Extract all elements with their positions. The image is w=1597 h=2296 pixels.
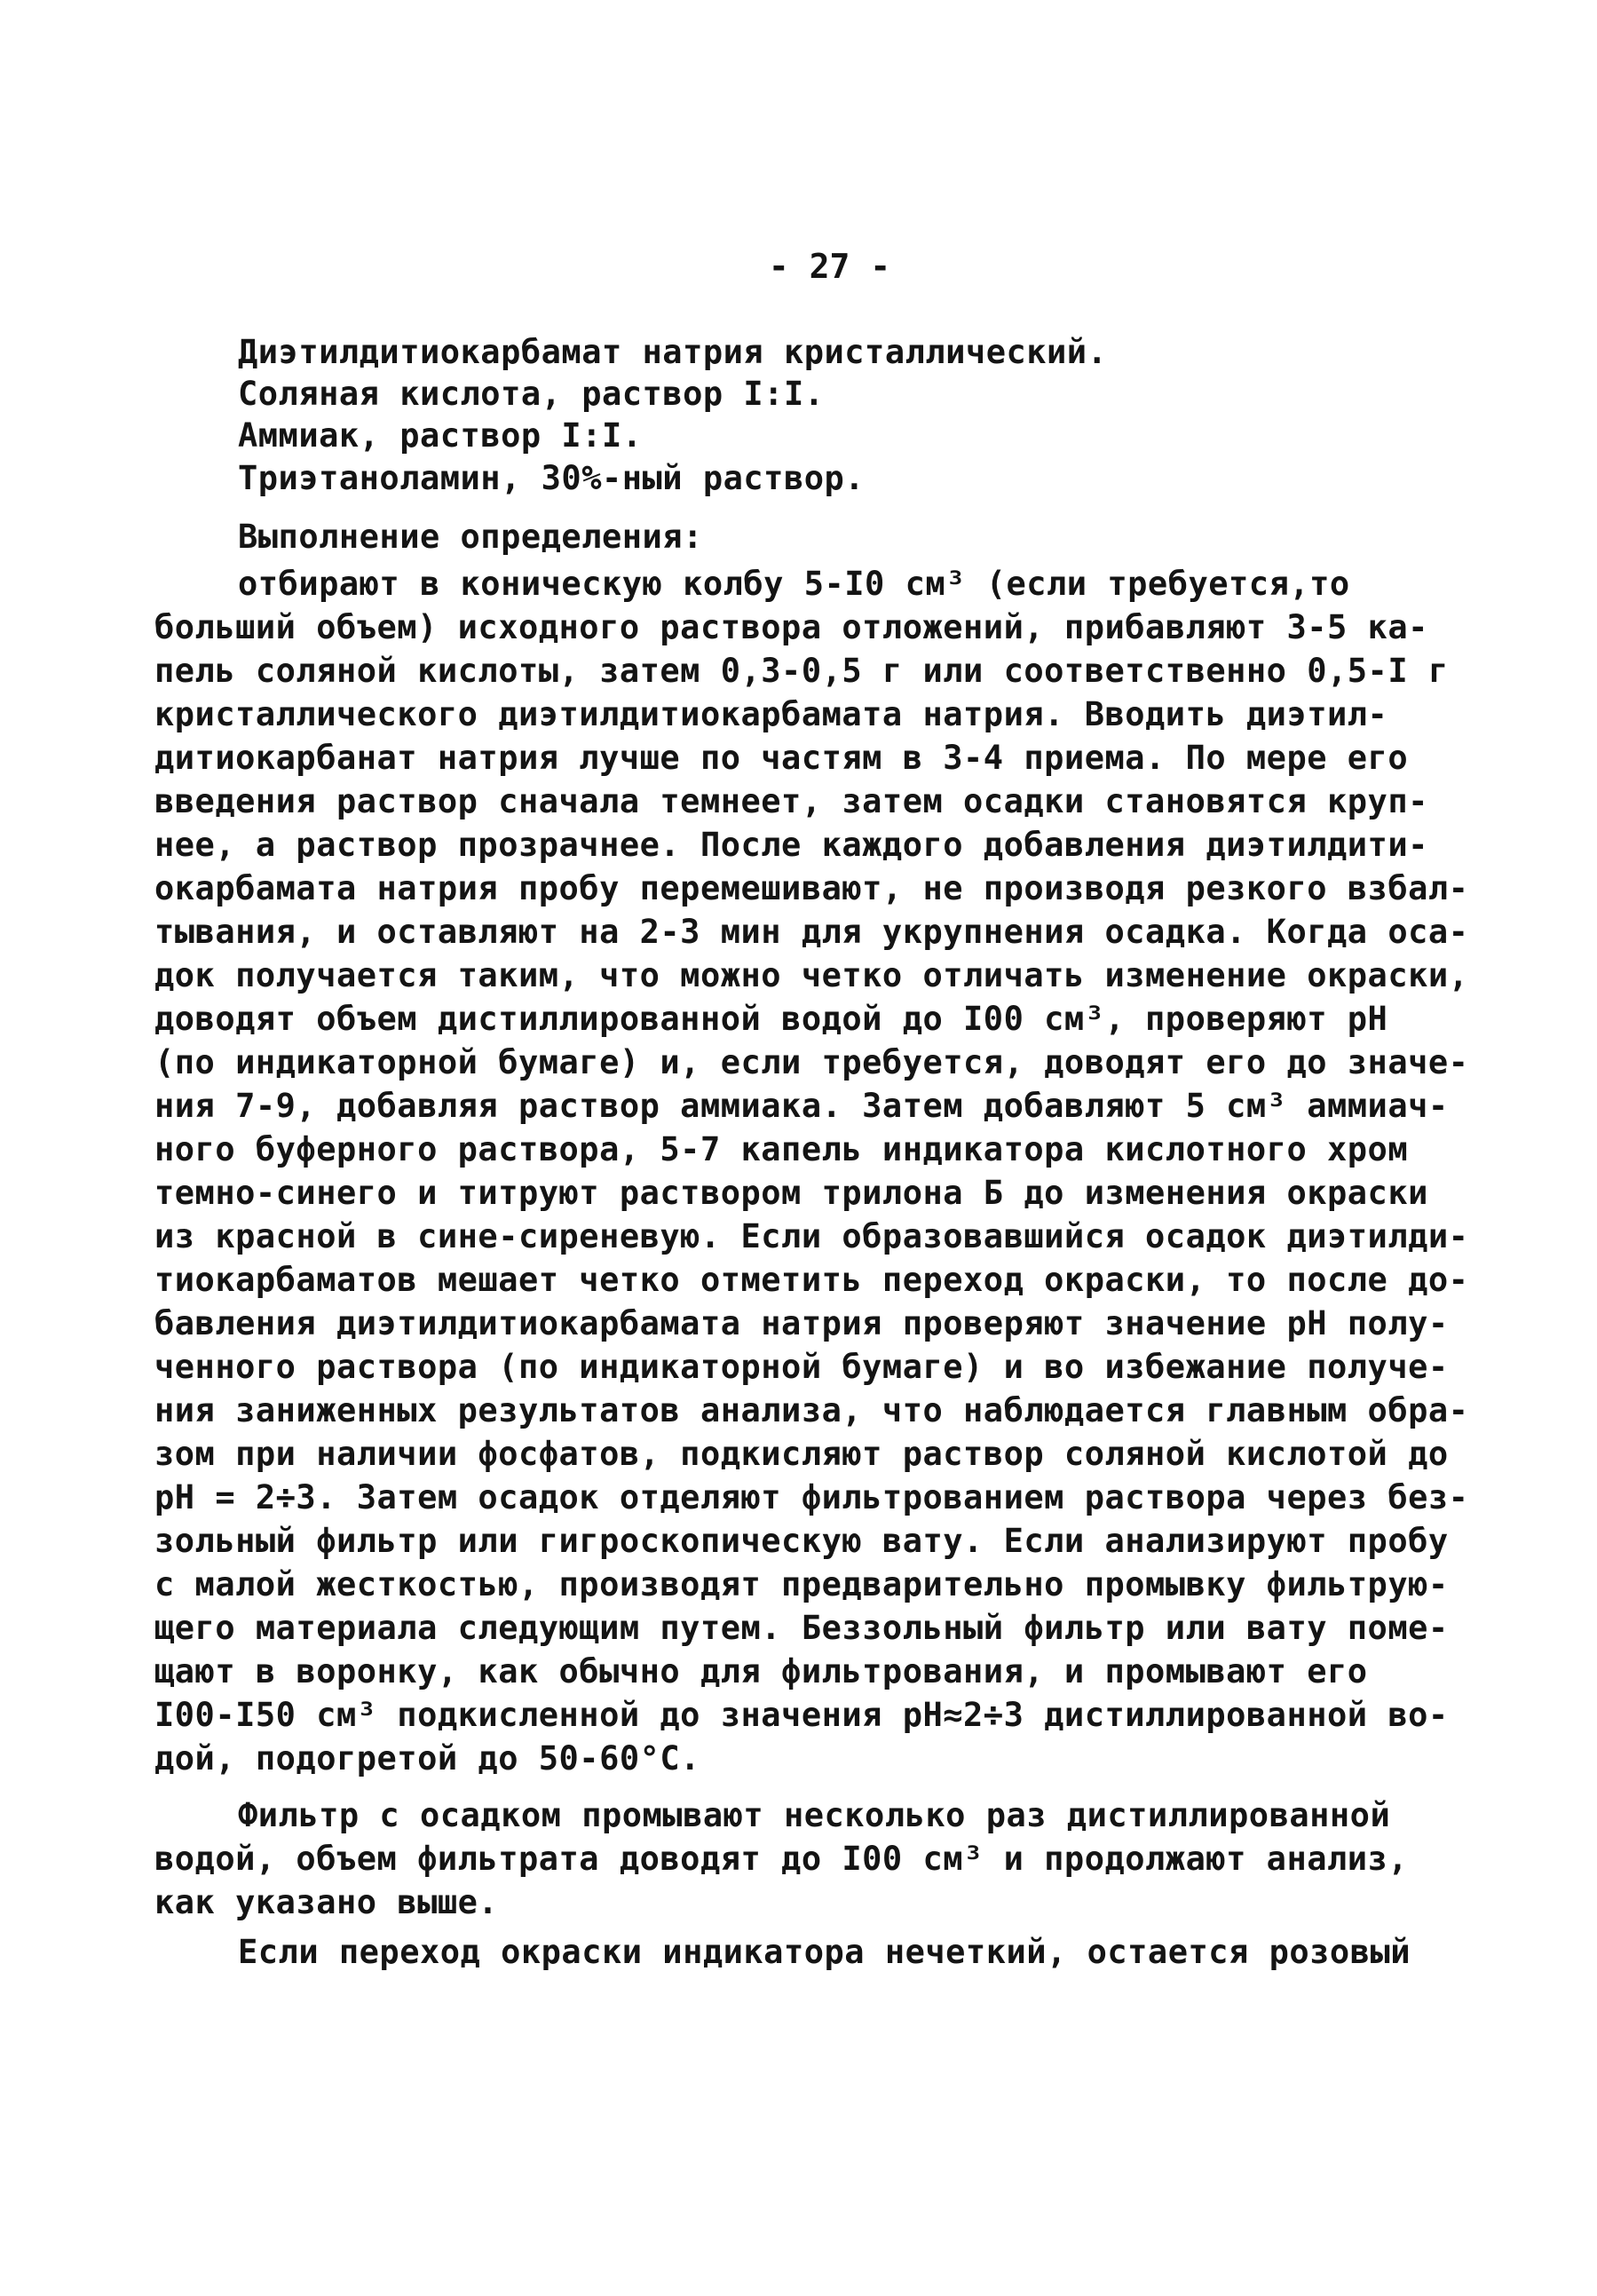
paragraph-line: пель соляной кислоты, затем 0,3-0,5 г или соответственно 0,5-I г <box>154 652 1449 690</box>
paragraph-line: щего материала следующим путем. Беззольный фильтр или вату поме- <box>154 1609 1449 1647</box>
paragraph-line: бавления диэтилдитиокарбамата натрия проверяют значение рН полу- <box>154 1304 1449 1342</box>
paragraph-line: зольный фильтр или гигроскопическую вату. Если анализируют пробу <box>154 1522 1449 1560</box>
paragraph-line: ния заниженных результатов анализа, что наблюдается главным обра- <box>154 1391 1469 1429</box>
paragraph-line: Если переход окраски индикатора нечеткий, остается розовый <box>238 1933 1411 1971</box>
paragraph-line: окарбамата натрия пробу перемешивают, не производя резкого взбал- <box>154 869 1469 907</box>
section-title: Выполнение определения: <box>238 518 703 556</box>
paragraph-line: нее, а раствор прозрачнее. После каждого добавления диэтилдити- <box>154 826 1428 864</box>
reagent-line: Аммиак, раствор I:I. <box>238 416 643 455</box>
paragraph-line: ния 7-9, добавляя раствор аммиака. Затем добавляют 5 см³ аммиач- <box>154 1087 1449 1125</box>
paragraph-line: ного буферного раствора, 5-7 капель индикатора кислотного хром <box>154 1130 1409 1168</box>
paragraph-line: из красной в сине-сиреневую. Если образовавшийся осадок диэтилди- <box>154 1217 1469 1255</box>
paragraph-line: дитиокарбанат натрия лучше по частям в 3-4 приема. По мере его <box>154 739 1409 777</box>
page-number: - 27 - <box>768 247 891 286</box>
reagent-line: Соляная кислота, раствор I:I. <box>238 375 825 413</box>
paragraph-line: кристаллического диэтилдитиокарбамата натрия. Вводить диэтил- <box>154 695 1388 733</box>
paragraph-line: водой, объем фильтрата доводят до I00 см³ и продолжают анализ, <box>154 1840 1409 1878</box>
paragraph-line: (по индикаторной бумаге) и, если требуется, доводят его до значе- <box>154 1043 1469 1081</box>
paragraph-line: с малой жесткостью, производят предварительно промывку фильтрую- <box>154 1565 1449 1603</box>
paragraph-line: Фильтр с осадком промывают несколько раз дистиллированной <box>238 1796 1391 1834</box>
paragraph-line: введения раствор сначала темнеет, затем осадки становятся круп- <box>154 782 1428 820</box>
paragraph-line: темно-синего и титруют раствором трилона Б до изменения окраски <box>154 1174 1428 1212</box>
paragraph-line: дой, подогретой до 50-60°С. <box>154 1739 700 1777</box>
reagent-line: Триэтаноламин, 30%-ный раствор. <box>238 459 866 497</box>
paragraph-line: ченного раствора (по индикаторной бумаге) и во избежание получе- <box>154 1348 1449 1386</box>
reagent-line: Диэтилдитиокарбамат натрия кристаллический. <box>238 333 1108 371</box>
paragraph-line: тиокарбаматов мешает четко отметить переход окраски, то после до- <box>154 1261 1469 1299</box>
paragraph-line: доводят объем дистиллированной водой до I00 см³, проверяют рН <box>154 1000 1388 1038</box>
paragraph-line: рН = 2÷3. Затем осадок отделяют фильтрованием раствора через без- <box>154 1478 1469 1516</box>
paragraph-line: I00-I50 см³ подкисленной до значения рН≈2÷3 дистиллированной во- <box>154 1696 1449 1734</box>
paragraph-line: тывания, и оставляют на 2-3 мин для укрупнения осадка. Когда оса- <box>154 913 1469 951</box>
paragraph-line: отбирают в коническую колбу 5-I0 см³ (если требуется,то <box>238 565 1350 603</box>
paragraph-line: зом при наличии фосфатов, подкисляют раствор соляной кислотой до <box>154 1435 1449 1473</box>
paragraph-line: больший объем) исходного раствора отложений, прибавляют 3-5 ка- <box>154 608 1428 646</box>
paragraph-line: щают в воронку, как обычно для фильтрования, и промывают его <box>154 1652 1368 1690</box>
paragraph-line: док получается таким, что можно четко отличать изменение окраски, <box>154 956 1469 994</box>
paragraph-line: как указано выше. <box>154 1883 499 1921</box>
